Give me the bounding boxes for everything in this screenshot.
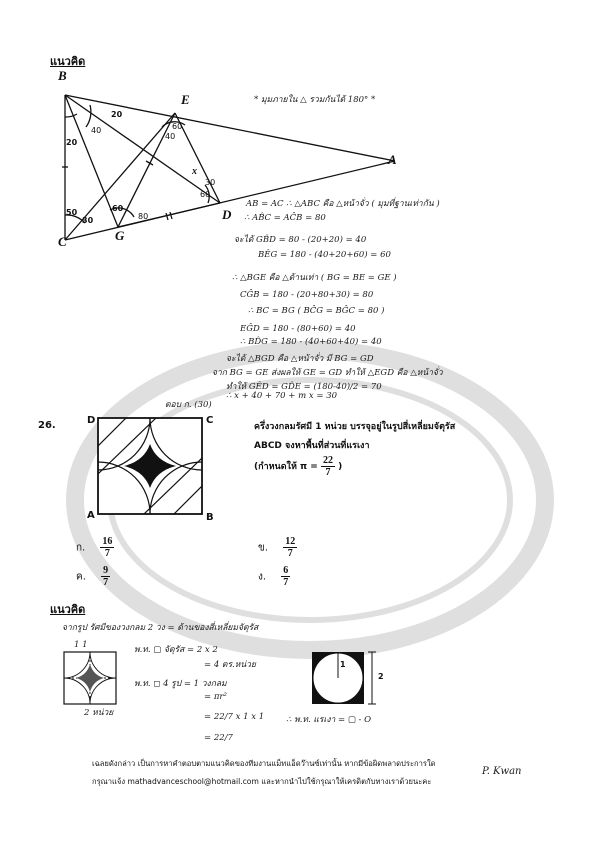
point-label-a: A: [388, 152, 397, 167]
solution-line: ∴ AB̂C = AĈB = 80: [244, 213, 326, 223]
small-square-sketch: [60, 648, 122, 708]
angle-label: 80: [138, 212, 149, 221]
section-heading: แนวคิด: [50, 55, 86, 68]
point-label-b: B: [58, 68, 67, 83]
angle-label: 60: [172, 122, 183, 131]
circle-sketch: [308, 648, 380, 710]
point-label-e: E: [181, 92, 190, 107]
calc-line: = 4 ตร.หน่วย: [204, 660, 256, 670]
angle-label: 40: [165, 132, 176, 141]
dimension-label: 1 1: [74, 640, 88, 650]
angle-label: 30: [82, 216, 94, 225]
result-line: ∴ พ.ท. แรเงา = ▢ - O: [286, 715, 372, 725]
solution-line: ∴ △BGE คือ △ด้านเท่า ( BG = BE = GE ): [232, 273, 397, 283]
triangle-note: * มุมภายใน △ รวมกันได้ 180° *: [254, 95, 376, 105]
calc-line: พ.ท. ◻ 4 รูป = 1 วงกลม: [134, 679, 227, 689]
solution-line: AB = AC ∴ △ABC คือ △หน้าจั่ว ( มุมที่ฐานเท่ากัน ): [246, 199, 440, 209]
point-label-g: G: [115, 228, 125, 243]
angle-label: 30: [205, 178, 216, 187]
question-number: 26.: [38, 420, 56, 431]
diameter-label: 2: [378, 672, 384, 681]
angle-label: 20: [111, 110, 123, 119]
choice-c[interactable]: ค. $\frac{9}{7}$: [76, 565, 109, 588]
solution-line: ∴ BC = BG ( BĈG = BĜC = 80 ): [248, 306, 385, 316]
solution-line: BÊG = 180 - (40+20+60) = 60: [258, 250, 391, 260]
solution-line: จะได้ GB̂D = 80 - (20+20) = 40: [234, 235, 367, 245]
angle-label: 60: [112, 204, 124, 213]
section-heading: แนวคิด: [50, 603, 86, 616]
corner-label-c: C: [206, 415, 214, 426]
angle-x-label: x: [192, 166, 197, 177]
footer-text: เฉลยดังกล่าว เป็นการหาคำตอบตามแนวคิดของทีมงานแม็ทแอ็ดว๊านซ์เท่านั้น หากมีข้อผิดพลาดประการใด: [92, 759, 436, 768]
choice-d[interactable]: ง. $\frac{6}{7}$: [258, 565, 289, 588]
solution-line: CĜB = 180 - (20+80+30) = 80: [240, 290, 374, 300]
calc-line: = 22/7: [204, 733, 233, 743]
calc-line: = πr²: [204, 692, 227, 702]
given-pi: (กำหนดให้ π = $\frac{22}{7}$ ): [254, 455, 343, 478]
corner-label-a: A: [87, 510, 95, 521]
solution-line: EĜD = 180 - (80+60) = 40: [240, 324, 356, 334]
signature: P. Kwan: [482, 766, 522, 777]
angle-label: 60: [200, 190, 211, 199]
calc-line: = 22/7 x 1 x 1: [204, 712, 265, 722]
calc-line: พ.ท. ▢ จัตุรัส = 2 x 2: [134, 645, 218, 655]
question-text: ABCD จงหาพื้นที่ส่วนที่แรเงา: [254, 441, 370, 451]
question-text: ครึ่งวงกลมรัศมี 1 หน่วย บรรจุอยู่ในรูปสี่เหลี่ยมจัตุรัส: [254, 422, 456, 432]
footer-text: กรุณาแจ้ง mathadvanceschool@hotmail.com และหากนำไปใช้กรุณาให้เครดิตกับทางเราด้วยนะคะ: [92, 777, 432, 786]
point-label-c: C: [58, 234, 67, 249]
solution-line: ∴ BD̂G = 180 - (40+60+40) = 40: [240, 337, 382, 347]
corner-label-b: B: [206, 512, 214, 523]
answer-tag: ตอบ ก. (30): [165, 400, 212, 410]
choice-a[interactable]: ก. $\frac{16}{7}$: [76, 536, 113, 559]
solution-line: จาก BG = GE ส่งผลให้ GE = GD ทำให้ △EGD คือ △หน้าจั่ว: [212, 368, 443, 378]
angle-label: 40: [91, 126, 102, 135]
solution-line: จะได้ △BGD คือ △หน้าจั่ว มี BG = GD: [226, 354, 374, 364]
dimension-label: 2 หน่วย: [84, 708, 114, 718]
solution-line: ∴ x + 40 + 70 + m x = 30: [226, 391, 338, 401]
solution-line: จากรูป รัศมีของวงกลม 2 วง = ด้านของสี่เหลี่ยมจัตุรัส: [62, 623, 259, 633]
point-label-d: D: [222, 207, 232, 222]
corner-label-d: D: [87, 415, 96, 426]
square-figure: [96, 416, 206, 516]
choice-b[interactable]: ข. $\frac{12}{7}$: [258, 536, 296, 559]
radius-label: 1: [340, 660, 346, 669]
angle-label: 50: [66, 208, 78, 217]
solution-line: ทำให้ GÊD = GD̂E = (180-40)/2 = 70: [226, 382, 382, 392]
angle-label: 20: [66, 138, 78, 147]
